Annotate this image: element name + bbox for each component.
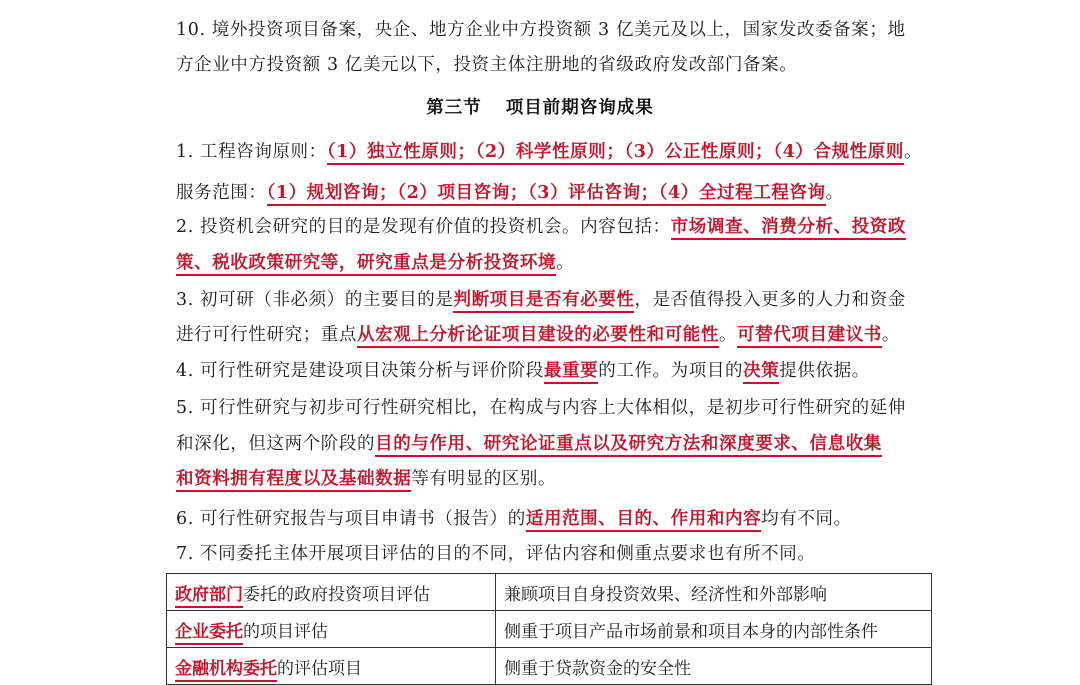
focus-text: 侧重于项目产品市场前景和项目本身的内部性条件 bbox=[504, 621, 878, 642]
paragraph-1-line-2 bbox=[176, 179, 844, 204]
p2-content-highlight-a: 市场调查、消费分析、投资政 bbox=[671, 217, 906, 240]
paragraph-5-line-1 bbox=[176, 394, 906, 419]
table-row bbox=[167, 648, 932, 685]
table-cell-focus bbox=[496, 611, 932, 648]
p2-prefix: 2. 投资机会研究的目的是发现有价值的投资机会。内容包括： bbox=[176, 217, 671, 237]
paragraph-7 bbox=[176, 540, 815, 565]
section-number: 第三节 bbox=[426, 98, 482, 118]
client-suffix: 委托的政府投资项目评估 bbox=[243, 584, 430, 605]
p3-prefix: 3. 初可研（非必须）的主要目的是 bbox=[176, 290, 454, 310]
p7-text: 7. 不同委托主体开展项目评估的目的不同，评估内容和侧重点要求也有所不同。 bbox=[176, 544, 816, 564]
paragraph-10-line-2 bbox=[176, 51, 797, 76]
p1-scope-prefix: 服务范围： bbox=[176, 183, 267, 203]
p3-purpose-highlight: 判断项目是否有必要性 bbox=[453, 290, 634, 313]
p5-prefix: 和深化，但这两个阶段的 bbox=[176, 434, 376, 454]
p3-focus-suffix: 。 bbox=[881, 325, 901, 345]
p5-difference-highlight-b: 和资料拥有程度以及基础数据 bbox=[176, 469, 411, 492]
p6-prefix: 6. 可行性研究报告与项目申请书（报告）的 bbox=[176, 509, 526, 529]
paragraph-1-line-1 bbox=[176, 138, 922, 163]
p6-suffix: 均有不同。 bbox=[761, 509, 852, 529]
focus-text: 兼顾项目自身投资效果、经济性和外部影响 bbox=[504, 584, 827, 605]
p2-content-highlight-b: 策、税收政策研究等，研究重点是分析投资环境 bbox=[176, 253, 556, 276]
p6-scope-highlight: 适用范围、目的、作用和内容 bbox=[526, 509, 761, 532]
p4-most-important-highlight: 最重要 bbox=[544, 361, 598, 384]
p1-scope-highlight: （1）规划咨询；（2）项目咨询；（3）评估咨询；（4）全过程工程咨询 bbox=[267, 183, 826, 206]
p4-prefix: 4. 可行性研究是建设项目决策分析与评价阶段 bbox=[176, 361, 544, 381]
paragraph-10-line-1 bbox=[176, 16, 906, 41]
p5-difference-highlight-a: 目的与作用、研究论证重点以及研究方法和深度要求、信息收集 bbox=[375, 434, 882, 457]
focus-text: 侧重于贷款资金的安全性 bbox=[504, 658, 691, 679]
paragraph-2-line-2 bbox=[176, 249, 574, 274]
p3-focus-prefix: 进行可行性研究；重点 bbox=[176, 325, 357, 345]
p3-focus-mid: 。 bbox=[719, 325, 738, 345]
p3-focus-highlight: 从宏观上分析论证项目建设的必要性和可能性 bbox=[357, 325, 719, 348]
p1-suffix: 。 bbox=[903, 142, 923, 162]
p3-replace-highlight: 可替代项目建议书 bbox=[737, 325, 882, 348]
client-highlight: 金融机构委托 bbox=[175, 659, 277, 682]
section-title: 项目前期咨询成果 bbox=[505, 98, 654, 118]
paragraph-3-line-2 bbox=[176, 321, 900, 346]
paragraph-5-line-3 bbox=[176, 465, 556, 490]
table-row bbox=[167, 574, 932, 611]
paragraph-4 bbox=[176, 357, 870, 382]
table-row bbox=[167, 611, 932, 648]
paragraph-3-line-1 bbox=[176, 286, 906, 311]
p1-scope-suffix: 。 bbox=[825, 183, 844, 203]
table-cell-focus bbox=[496, 574, 932, 611]
p1-prefix: 1. 工程咨询原则： bbox=[176, 142, 327, 162]
p4-suffix: 提供依据。 bbox=[779, 361, 870, 381]
table-cell-focus bbox=[496, 648, 932, 685]
p5-suffix: 等有明显的区别。 bbox=[411, 469, 557, 489]
paragraph-2-line-1 bbox=[176, 213, 906, 238]
p10-text-a: 10. 境外投资项目备案，央企、地方企业中方投资额 3 亿美元及以上，国家发改委备案；地 bbox=[176, 20, 906, 40]
p3-mid: ，是否值得投入更多的人力和资金 bbox=[634, 290, 906, 310]
evaluation-comparison-table bbox=[166, 573, 932, 685]
client-suffix: 的评估项目 bbox=[277, 658, 362, 679]
client-suffix: 的项目评估 bbox=[243, 621, 328, 642]
p1-principles-highlight: （1）独立性原则；（2）科学性原则；（3）公正性原则；（4）合规性原则 bbox=[327, 142, 904, 165]
table-cell-client bbox=[167, 574, 496, 611]
p4-mid: 的工作。为项目的 bbox=[598, 361, 744, 381]
paragraph-6 bbox=[176, 505, 852, 530]
p4-decision-highlight: 决策 bbox=[743, 361, 779, 384]
section-heading bbox=[0, 94, 1080, 119]
client-highlight: 政府部门 bbox=[175, 585, 243, 608]
p2-suffix: 。 bbox=[556, 253, 575, 273]
client-highlight: 企业委托 bbox=[175, 622, 243, 645]
paragraph-5-line-2 bbox=[176, 430, 882, 455]
table-cell-client bbox=[167, 648, 496, 685]
p5-text-a: 5. 可行性研究与初步可行性研究相比，在构成与内容上大体相似，是初步可行性研究的延伸 bbox=[176, 398, 906, 418]
p10-text-b: 方企业中方投资额 3 亿美元以下，投资主体注册地的省级政府发改部门备案。 bbox=[176, 55, 798, 75]
table-cell-client bbox=[167, 611, 496, 648]
